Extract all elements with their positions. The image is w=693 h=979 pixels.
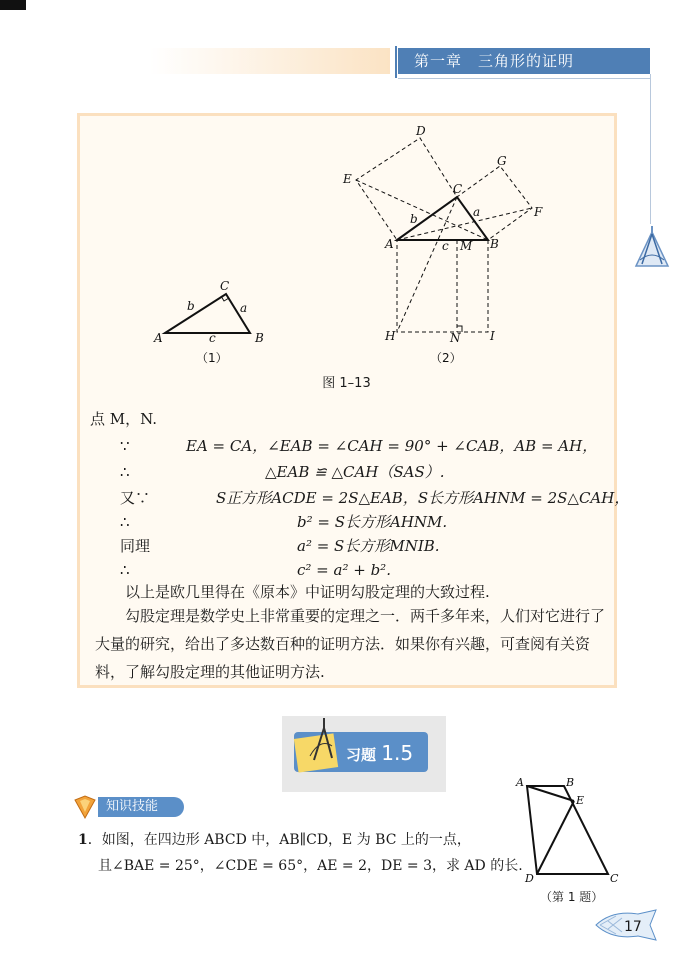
label-C2: C xyxy=(453,182,463,196)
proof-sym-2: ∴ xyxy=(120,463,130,481)
question-1-line-2: 且∠BAE = 25°，∠CDE = 65°，AE = 2，DE = 3，求 AD 的长. xyxy=(98,858,523,874)
label-A2: A xyxy=(385,237,394,251)
label-B1: B xyxy=(255,331,264,345)
header-divider xyxy=(395,46,397,78)
sub-caption-1: （1） xyxy=(196,351,228,365)
label-c2: c xyxy=(442,239,449,253)
label-H2: H xyxy=(385,329,396,343)
compass-icon xyxy=(632,222,672,270)
paragraph-2: 勾股定理是数学史上非常重要的定理之一．两千多年来，人们对它进行了大量的研究，给出了多达数百种的证明方法．如果你有兴趣，可查阅有关资料，了解勾股定理的其他证明方法. xyxy=(95,607,606,681)
side-rule xyxy=(650,74,651,224)
proof-expr-1: EA = CA，∠EAB = ∠CAH = 90° + ∠CAB，AB = AH， xyxy=(186,437,598,455)
label-G2: G xyxy=(497,154,507,168)
question-1-line-1 xyxy=(78,830,471,850)
label-a2: a xyxy=(473,205,481,219)
figure-1-13 xyxy=(140,120,600,395)
label-B2: B xyxy=(490,237,499,251)
proof-sym-1: ∵ xyxy=(120,437,130,455)
q1-label-E: E xyxy=(576,794,585,807)
label-a1: a xyxy=(240,301,248,315)
proof-expr-6: c² = a² + b². xyxy=(297,561,391,579)
label-c1: c xyxy=(209,331,216,345)
label-A1: A xyxy=(154,331,163,345)
page-number: 17 xyxy=(624,919,642,935)
question-1-number: 1 xyxy=(78,832,88,848)
proof-sym-6: ∴ xyxy=(120,561,130,579)
q1-label-D: D xyxy=(525,872,534,885)
figure-caption: 图 1–13 xyxy=(322,376,371,391)
paragraph-1: 以上是欧几里得在《原本》中证明勾股定理的大致过程. xyxy=(125,583,490,601)
q1-label-A: A xyxy=(516,776,524,789)
label-C1: C xyxy=(220,279,230,293)
header-rule xyxy=(398,78,650,79)
proof-sym-3: 又∵ xyxy=(120,489,151,507)
question-1-caption: （第 1 题） xyxy=(540,890,604,904)
proof-expr-5: a² = S长方形MNIB. xyxy=(297,537,440,555)
sub-caption-2: （2） xyxy=(430,351,462,365)
label-F2: F xyxy=(534,205,543,219)
exercise-title xyxy=(346,735,413,773)
label-E2: E xyxy=(343,172,352,186)
compass-icon xyxy=(306,716,336,766)
q1-label-C: C xyxy=(610,872,619,885)
label-b1: b xyxy=(187,299,195,313)
triangle-figure-1 xyxy=(165,294,250,333)
label-D2: D xyxy=(416,124,426,138)
label-N2: N xyxy=(450,331,461,345)
diamond-icon xyxy=(73,794,97,820)
header-decoration xyxy=(150,48,390,74)
q1-label-B: B xyxy=(566,776,575,789)
label-M2: M xyxy=(460,239,473,253)
proof-sym-5: 同理 xyxy=(120,537,151,555)
chapter-title: 第一章 三角形的证明 xyxy=(398,48,650,74)
proof-intro: 点 M，N. xyxy=(90,410,158,428)
proof-expr-4: b² = S长方形AHNM. xyxy=(297,513,448,531)
section-label: 知识技能 xyxy=(98,797,184,817)
proof-sym-4: ∴ xyxy=(120,513,130,531)
label-b2: b xyxy=(410,212,418,226)
label-I2: I xyxy=(490,329,495,343)
corner-mark xyxy=(0,0,26,10)
page-number-badge xyxy=(594,908,658,942)
proof-expr-3: S正方形ACDE = 2S△EAB，S长方形AHNM = 2S△CAH， xyxy=(216,489,630,507)
exercise-number: 1.5 xyxy=(381,741,414,765)
question-1-figure xyxy=(512,772,622,892)
exercise-title-prefix: 习题 xyxy=(346,746,377,764)
proof-expr-2: △EAB ≌ △CAH（SAS）. xyxy=(265,463,445,481)
question-1-text-1: ．如图，在四边形 ABCD 中，AB∥CD，E 为 BC 上的一点， xyxy=(87,832,471,848)
